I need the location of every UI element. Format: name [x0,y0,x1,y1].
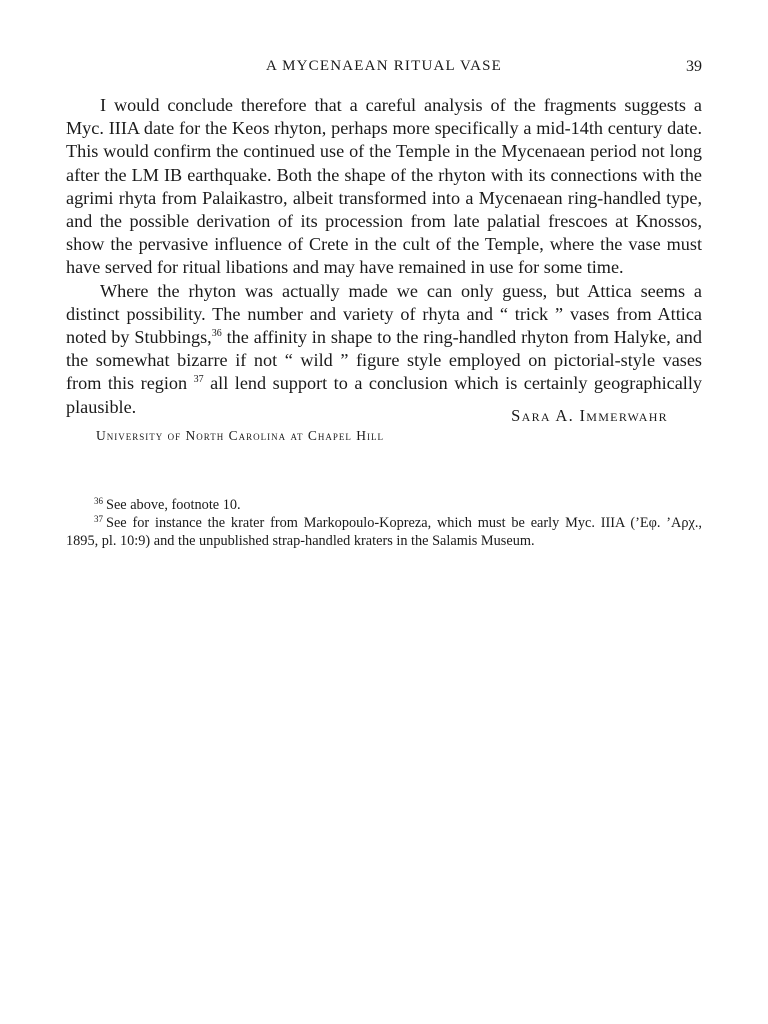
paragraph-provenance-part-2: the affinity in shape to the ring-handled rhyton from Halyke, and the somewhat bizarre if not “ wild ” figure style employed on pictorial-style vases from this region [66,327,702,394]
footnote-ref-36: 36 [211,328,222,340]
page-header [66,58,702,80]
paragraph-conclusion: I would conclude therefore that a careful analysis of the fragments suggests a Myc. IIIA date for the Keos rhyton, perhaps more specifically a mid-14th century date. This would confirm the continued use of the Temple in the Mycenaean period not long after the LM IB earthquake. Both the shape of the rhyton with its connections with the agrimi rhyta from Palaikastro, albeit transformed into a Mycenaean ring-handled type, and the possible derivation of its procession from late palatial frescoes at Knossos, show the pervasive influence of Crete in the cult of the Temple, where the vase must have served for ritual libations and may have remained in use for some time. [66,95,702,278]
footnote-36 [66,496,702,514]
page-number: 39 [686,58,702,75]
author-affiliation: University of North Carolina at Chapel Hill [96,428,384,443]
footnotes [66,496,702,550]
footnote-37 [66,514,702,550]
footnote-mark: 36 [94,496,103,506]
author-signature: Sara A. Immerwahr [511,406,668,425]
paragraph-provenance-part-3: all lend support to a conclusion which is certainly geographically plausible. [66,373,702,417]
footnote-ref-37: 37 [193,374,204,386]
paragraph-provenance [66,280,702,419]
article-body [66,94,702,419]
footnote-mark: 37 [94,514,103,524]
footnote-text: See above, footnote 10. [106,497,241,513]
footnote-text: See for instance the krater from Markopoulo-Kopreza, which must be early Myc. IIIA (’Eφ. ’Aρχ., 1895, pl. 10:9) and the unpublished strap-handled kraters in the Salamis Museum. [66,515,702,549]
running-head: A MYCENAEAN RITUAL VASE [265,58,503,74]
paragraph-provenance-part-1: Where the rhyton was actually made we can only guess, but Attica seems a distinct possibility. The number and variety of rhyta and “ trick ” vases from Attica noted by Stubbings, [66,280,702,348]
